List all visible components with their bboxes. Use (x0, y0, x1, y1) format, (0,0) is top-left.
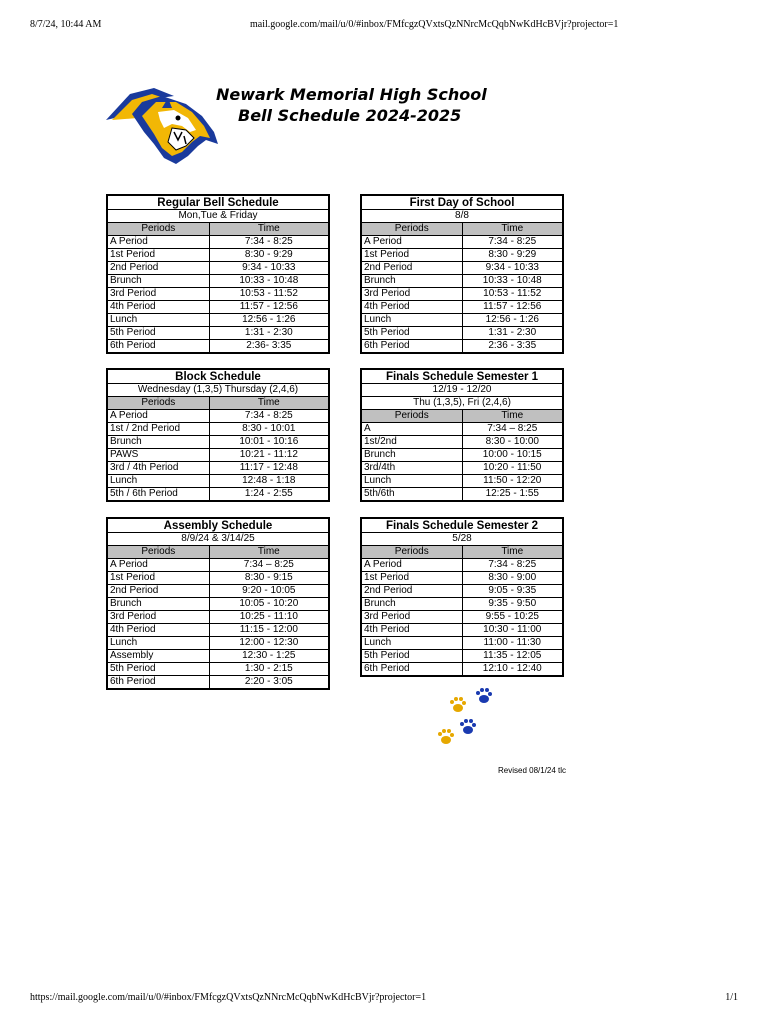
time-cell: 11:35 - 12:05 (462, 650, 563, 663)
time-cell: 9:20 - 10:05 (209, 585, 329, 598)
period-cell: 3rd Period (361, 288, 462, 301)
period-cell: 6th Period (361, 340, 462, 354)
table-row (361, 663, 563, 677)
table-title: Block Schedule (107, 369, 329, 384)
period-cell: A Period (107, 559, 209, 572)
table-row (107, 340, 329, 354)
time-cell: 10:01 - 10:16 (209, 436, 329, 449)
time-cell: 2:36- 3:35 (209, 340, 329, 354)
period-cell: 1st Period (361, 249, 462, 262)
time-cell: 10:30 - 11:00 (462, 624, 563, 637)
time-cell: 10:33 - 10:48 (209, 275, 329, 288)
col-header-time: Time (462, 410, 563, 423)
time-cell: 12:10 - 12:40 (462, 663, 563, 677)
table-row (107, 676, 329, 690)
table-row (361, 423, 563, 436)
time-cell: 11:15 - 12:00 (209, 624, 329, 637)
period-cell: A Period (361, 236, 462, 249)
col-header-periods: Periods (107, 223, 209, 236)
col-header-periods: Periods (361, 223, 462, 236)
time-cell: 8:30 - 10:01 (209, 423, 329, 436)
time-cell: 8:30 - 9:29 (462, 249, 563, 262)
time-cell: 7:34 - 8:25 (209, 410, 329, 423)
period-cell: Brunch (361, 275, 462, 288)
period-cell: 3rd Period (107, 611, 209, 624)
table-row (107, 611, 329, 624)
time-cell: 10:20 - 11:50 (462, 462, 563, 475)
table-row (361, 650, 563, 663)
finals-semester-1-table (360, 368, 564, 502)
table-row (107, 663, 329, 676)
time-cell: 9:34 - 10:33 (462, 262, 563, 275)
time-cell: 9:35 - 9:50 (462, 598, 563, 611)
regular-bell-schedule-table (106, 194, 330, 354)
col-header-periods: Periods (107, 397, 209, 410)
time-cell: 8:30 - 9:15 (209, 572, 329, 585)
period-cell: 1st/2nd (361, 436, 462, 449)
period-cell: 1st Period (107, 249, 209, 262)
col-header-time: Time (209, 546, 329, 559)
time-cell: 11:17 - 12:48 (209, 462, 329, 475)
table-row (107, 262, 329, 275)
period-cell: 3rd Period (107, 288, 209, 301)
time-cell: 9:34 - 10:33 (209, 262, 329, 275)
table-row (361, 301, 563, 314)
table-row (361, 314, 563, 327)
table-row (107, 423, 329, 436)
time-cell: 11:00 - 11:30 (462, 637, 563, 650)
table-title: First Day of School (361, 195, 563, 210)
time-cell: 10:53 - 11:52 (462, 288, 563, 301)
time-cell: 12:48 - 1:18 (209, 475, 329, 488)
period-cell: 6th Period (107, 676, 209, 690)
time-cell: 9:55 - 10:25 (462, 611, 563, 624)
table-subtitle: 8/9/24 & 3/14/25 (107, 533, 329, 546)
period-cell: Assembly (107, 650, 209, 663)
assembly-schedule-table (106, 517, 330, 690)
table-row (107, 436, 329, 449)
table-row (361, 449, 563, 462)
period-cell: 5th Period (107, 327, 209, 340)
table-row (107, 624, 329, 637)
time-cell: 11:50 - 12:20 (462, 475, 563, 488)
table-row (361, 340, 563, 354)
table-title: Finals Schedule Semester 1 (361, 369, 563, 384)
time-cell: 2:36 - 3:35 (462, 340, 563, 354)
period-cell: A Period (107, 236, 209, 249)
time-cell: 12:00 - 12:30 (209, 637, 329, 650)
col-header-time: Time (462, 223, 563, 236)
table-row (107, 462, 329, 475)
table-subtitle: 12/19 - 12/20 (361, 384, 563, 397)
table-row (361, 611, 563, 624)
period-cell: 5th Period (107, 663, 209, 676)
period-cell: 6th Period (107, 340, 209, 354)
table-title: Regular Bell Schedule (107, 195, 329, 210)
period-cell: Brunch (107, 275, 209, 288)
period-cell: 1st / 2nd Period (107, 423, 209, 436)
table-row (361, 288, 563, 301)
time-cell: 11:57 - 12:56 (462, 301, 563, 314)
table-row (361, 624, 563, 637)
schedule-year: Bell Schedule 2024-2025 (238, 106, 462, 125)
table-subtitle: Mon,Tue & Friday (107, 210, 329, 223)
table-row (361, 462, 563, 475)
period-cell: A (361, 423, 462, 436)
table-row (107, 288, 329, 301)
table-row (107, 637, 329, 650)
print-datetime: 8/7/24, 10:44 AM (30, 19, 102, 30)
period-cell: Brunch (361, 598, 462, 611)
first-day-schedule-table (360, 194, 564, 354)
period-cell: A Period (107, 410, 209, 423)
table-title: Assembly Schedule (107, 518, 329, 533)
finals-semester-2-table (360, 517, 564, 677)
time-cell: 11:57 - 12:56 (209, 301, 329, 314)
table-row (107, 249, 329, 262)
period-cell: 5th / 6th Period (107, 488, 209, 502)
table-row (361, 262, 563, 275)
revised-note: Revised 08/1/24 tlc (498, 766, 567, 775)
table-row (361, 559, 563, 572)
col-header-periods: Periods (107, 546, 209, 559)
table-subtitle: 5/28 (361, 533, 563, 546)
print-url: mail.google.com/mail/u/0/#inbox/FMfcgzQVxtsQzNNrcMcQqbNwKdHcBVjr?projector=1 (250, 19, 619, 30)
table-row (107, 301, 329, 314)
time-cell: 1:31 - 2:30 (209, 327, 329, 340)
period-cell: 4th Period (107, 624, 209, 637)
time-cell: 12:30 - 1:25 (209, 650, 329, 663)
table-row (107, 572, 329, 585)
period-cell: 4th Period (361, 301, 462, 314)
table-row (107, 475, 329, 488)
period-cell: Lunch (361, 475, 462, 488)
period-cell: Lunch (361, 637, 462, 650)
time-cell: 8:30 - 9:00 (462, 572, 563, 585)
col-header-periods: Periods (361, 410, 462, 423)
paw-prints-icon (436, 686, 496, 748)
time-cell: 7:34 - 8:25 (462, 559, 563, 572)
col-header-time: Time (209, 223, 329, 236)
period-cell: 4th Period (107, 301, 209, 314)
time-cell: 10:00 - 10:15 (462, 449, 563, 462)
table-row (361, 585, 563, 598)
period-cell: Lunch (361, 314, 462, 327)
table-row (107, 314, 329, 327)
block-schedule-table (106, 368, 330, 502)
table-row (361, 572, 563, 585)
period-cell: 5th Period (361, 327, 462, 340)
table-row (107, 488, 329, 502)
table-row (107, 275, 329, 288)
time-cell: 9:05 - 9:35 (462, 585, 563, 598)
col-header-time: Time (462, 546, 563, 559)
time-cell: 7:34 – 8:25 (462, 423, 563, 436)
table-row (107, 650, 329, 663)
time-cell: 8:30 - 10:00 (462, 436, 563, 449)
period-cell: A Period (361, 559, 462, 572)
period-cell: Lunch (107, 475, 209, 488)
table-row (361, 488, 563, 502)
print-footer-url: https://mail.google.com/mail/u/0/#inbox/FMfcgzQVxtsQzNNrcMcQqbNwKdHcBVjr?projector=1 (30, 992, 427, 1003)
time-cell: 12:56 - 1:26 (209, 314, 329, 327)
time-cell: 1:30 - 2:15 (209, 663, 329, 676)
period-cell: Lunch (107, 637, 209, 650)
period-cell: 4th Period (361, 624, 462, 637)
time-cell: 2:20 - 3:05 (209, 676, 329, 690)
time-cell: 8:30 - 9:29 (209, 249, 329, 262)
period-cell: PAWS (107, 449, 209, 462)
period-cell: 2nd Period (107, 262, 209, 275)
page-number: 1/1 (725, 992, 738, 1003)
time-cell: 12:56 - 1:26 (462, 314, 563, 327)
time-cell: 10:53 - 11:52 (209, 288, 329, 301)
period-cell: Brunch (361, 449, 462, 462)
period-cell: 3rd/4th (361, 462, 462, 475)
time-cell: 10:25 - 11:10 (209, 611, 329, 624)
period-cell: 1st Period (107, 572, 209, 585)
school-name: Newark Memorial High School (216, 85, 487, 104)
table-row (107, 585, 329, 598)
col-header-periods: Periods (361, 546, 462, 559)
period-cell: 3rd / 4th Period (107, 462, 209, 475)
time-cell: 7:34 - 8:25 (209, 236, 329, 249)
period-cell: 5th/6th (361, 488, 462, 502)
period-cell: 2nd Period (361, 262, 462, 275)
table-row (361, 637, 563, 650)
period-cell: Brunch (107, 436, 209, 449)
period-cell: 2nd Period (361, 585, 462, 598)
col-header-time: Time (209, 397, 329, 410)
table-row (361, 236, 563, 249)
table-row (361, 598, 563, 611)
page-title (216, 84, 516, 126)
time-cell: 1:24 - 2:55 (209, 488, 329, 502)
time-cell: 7:34 – 8:25 (209, 559, 329, 572)
period-cell: Brunch (107, 598, 209, 611)
table-row (107, 327, 329, 340)
table-row (361, 249, 563, 262)
period-cell: 5th Period (361, 650, 462, 663)
table-subtitle: 8/8 (361, 210, 563, 223)
time-cell: 10:21 - 11:12 (209, 449, 329, 462)
period-cell: 6th Period (361, 663, 462, 677)
cougar-logo-icon (102, 84, 226, 168)
table-row (107, 410, 329, 423)
table-row (107, 236, 329, 249)
time-cell: 10:33 - 10:48 (462, 275, 563, 288)
time-cell: 7:34 - 8:25 (462, 236, 563, 249)
period-cell: 3rd Period (361, 611, 462, 624)
period-cell: 1st Period (361, 572, 462, 585)
time-cell: 10:05 - 10:20 (209, 598, 329, 611)
table-row (361, 436, 563, 449)
table-row (361, 327, 563, 340)
table-row (107, 559, 329, 572)
table-title: Finals Schedule Semester 2 (361, 518, 563, 533)
period-cell: Lunch (107, 314, 209, 327)
table-row (361, 275, 563, 288)
table-subtitle: Wednesday (1,3,5) Thursday (2,4,6) (107, 384, 329, 397)
time-cell: 1:31 - 2:30 (462, 327, 563, 340)
table-row (361, 475, 563, 488)
table-row (107, 449, 329, 462)
table-subtitle-days: Thu (1,3,5), Fri (2,4,6) (361, 397, 563, 410)
period-cell: 2nd Period (107, 585, 209, 598)
time-cell: 12:25 - 1:55 (462, 488, 563, 502)
table-row (107, 598, 329, 611)
